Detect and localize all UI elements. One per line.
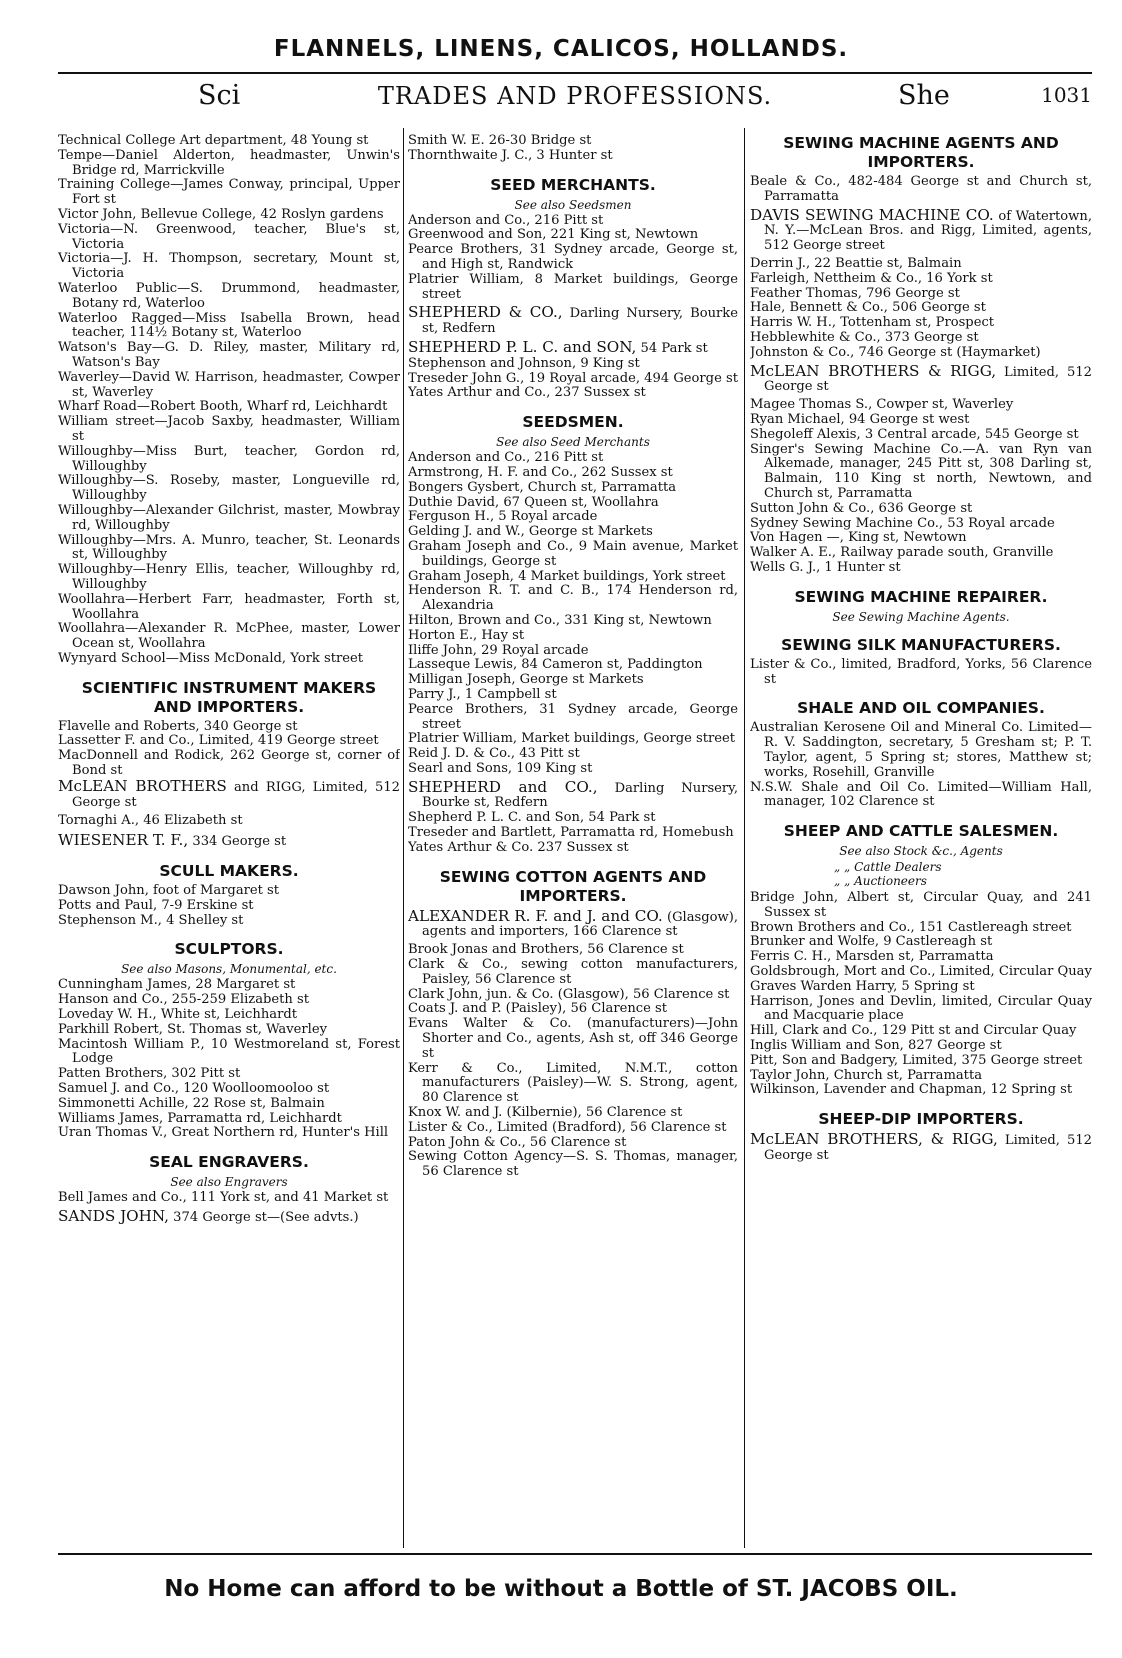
listing-entry: Victor John, Bellevue College, 42 Roslyn gardens xyxy=(58,206,384,222)
listing-entry: Wharf Road—Robert Booth, Wharf rd, Leichhardt xyxy=(58,399,388,415)
listing-entry xyxy=(408,777,738,812)
listing-entry: Hill, Clark and Co., 129 Pitt st and Circular Quay xyxy=(750,1023,1077,1039)
listing-name-caps: McLEAN BROTHERS, & RIGG, xyxy=(750,1130,998,1149)
listing-name-caps: DAVIS SEWING MACHINE CO. xyxy=(750,205,994,224)
listing-entry: Anderson and Co., 216 Pitt st xyxy=(408,450,604,466)
listing-entry: Harris W. H., Tottenham st, Prospect xyxy=(750,315,995,331)
listing-entry: Cunningham James, 28 Margaret st xyxy=(58,977,296,993)
listing-entry: Simmonetti Achille, 22 Rose st, Balmain xyxy=(58,1095,325,1111)
listing-entry: Wilkinson, Lavender and Chapman, 12 Spring st xyxy=(750,1082,1073,1098)
listing-entry: Horton E., Hay st xyxy=(408,627,525,643)
listing-entry: Treseder and Bartlett, Parramatta rd, Homebush xyxy=(408,825,734,841)
listing-detail: 54 Park st xyxy=(636,340,708,356)
listing-entry xyxy=(58,833,400,850)
listing-entry: Australian Kerosene Oil and Mineral Co. Limited—R. V. Saddington, secretary, 5 Gresham st; P. T. Taylor, agent, 5 Spring st; stores, Matthew st; works, Rosehill, Granville xyxy=(750,720,1092,780)
listing-entry: Brown Brothers and Co., 151 Castlereagh street xyxy=(750,919,1072,935)
cross-reference: See Sewing Machine Agents. xyxy=(832,609,1010,624)
top-rule xyxy=(58,72,1092,74)
listing-entry: Lassetter F. and Co., Limited, 419 George street xyxy=(58,733,379,749)
section-heading-sculptors: SCULPTORS. xyxy=(174,940,284,959)
listing-entry: Victoria—J. H. Thompson, secretary, Mount st, Victoria xyxy=(58,251,400,282)
listing-name-caps: McLEAN BROTHERS & RIGG, xyxy=(750,361,997,380)
listing-detail: Darling Nursery, Bourke st, Redfern xyxy=(422,306,738,337)
cross-reference: See also Stock &c., Agents xyxy=(839,844,1003,859)
listing-entry: Sydney Sewing Machine Co., 53 Royal arcade xyxy=(750,515,1055,531)
listing-entry: Willoughby—Mrs. A. Munro, teacher, St. Leonards st, Willoughby xyxy=(58,532,400,563)
listing-entry: Bell James and Co., 111 York st, and 41 Market st xyxy=(58,1190,389,1206)
seedsmen-list xyxy=(408,451,738,777)
sculptors-list xyxy=(58,978,400,1141)
listing-entry: Inglis William and Son, 827 George st xyxy=(750,1038,1002,1054)
listing-detail: Darling Nursery, Bourke st, Redfern xyxy=(422,780,738,811)
listing-entry: Yates Arthur & Co. 237 Sussex st xyxy=(408,839,629,855)
listing-entry: Gelding J. and W., George st Markets xyxy=(408,524,653,540)
listing-detail: and RIGG, Limited, 512 George st xyxy=(72,779,400,810)
listing-detail: 334 George st xyxy=(188,834,287,850)
listing-entry: Feather Thomas, 796 George st xyxy=(750,285,960,301)
listing-entry: William street—Jacob Saxby, headmaster, William st xyxy=(58,414,400,444)
sewing-cotton-list xyxy=(408,943,738,1180)
header-right-guide: She xyxy=(898,80,950,111)
listing-entry: Singer's Sewing Machine Co.—A. van Ryn van Alkemade, manager, 245 Pitt st, 308 Darling st, Balmain, 110 King st north, Newtown, and Church st, Parramatta xyxy=(750,441,1092,501)
listing-entry: Macintosh William P., 10 Westmoreland st, Forest Lodge xyxy=(58,1036,400,1067)
listing-entry: Sutton John & Co., 636 George st xyxy=(750,500,973,516)
cross-reference: „ „ Cattle Dealers xyxy=(834,860,942,875)
listing-entry: Wynyard School—Miss McDonald, York street xyxy=(58,650,363,666)
listing-detail: Limited, 512 George st xyxy=(764,1133,1092,1164)
listing-entry: Sewing Cotton Agency—S. S. Thomas, manager, 56 Clarence st xyxy=(408,1149,738,1180)
listing-name-caps: WIESENER T. F., xyxy=(58,831,189,850)
listing-entry: Ferris C. H., Marsden st, Parramatta xyxy=(750,949,994,965)
listing-entry: Samuel J. and Co., 120 Woolloomooloo st xyxy=(58,1081,330,1097)
cross-reference: See also Masons, Monumental, etc. xyxy=(121,962,337,977)
seedsmen-list-continued xyxy=(408,811,738,855)
listing-entry: Shegoleff Alexis, 3 Central arcade, 545 George st xyxy=(750,426,1079,442)
listing-entry: Platrier William, Market buildings, George street xyxy=(408,731,736,747)
listing-entry: Lister & Co., Limited (Bradford), 56 Clarence st xyxy=(408,1119,727,1135)
section-heading-seal-engravers: SEAL ENGRAVERS. xyxy=(149,1153,309,1172)
listing-entry: Clark & Co., sewing cotton manufacturers, Paisley, 56 Clarence st xyxy=(408,957,738,987)
listing-entry: Yates Arthur and Co., 237 Sussex st xyxy=(408,385,646,401)
cross-reference: See also Seedsmen xyxy=(514,197,632,212)
shale-oil-list xyxy=(750,721,1092,810)
listing-entry: Platrier William, 8 Market buildings, George street xyxy=(408,271,738,302)
listing-entry xyxy=(58,776,400,811)
listing-entry: Coats J. and P. (Paisley), 56 Clarence st xyxy=(408,1001,667,1017)
listing-detail: of Watertown, N. Y.—McLean Bros. and Rigg, Limited, agents, 512 George street xyxy=(764,208,1092,254)
listing-entry: Tornaghi A., 46 Elizabeth st xyxy=(58,813,243,829)
listing-entry xyxy=(750,1132,1092,1164)
listing-detail: 374 George st—(See advts.) xyxy=(169,1210,359,1226)
listing-entry: Thornthwaite J. C., 3 Hunter st xyxy=(408,147,613,163)
listing-entry: Magee Thomas S., Cowper st, Waverley xyxy=(750,397,1014,413)
listing-entry: Parry J., 1 Campbell st xyxy=(408,686,557,702)
scientific-instruments-list xyxy=(58,720,400,779)
sheep-cattle-list xyxy=(750,891,1092,1098)
listing-entry: Ryan Michael, 94 George st west xyxy=(750,411,970,427)
sewing-silk-list xyxy=(750,658,1092,688)
listing-entry: Technical College Art department, 48 Young st xyxy=(58,134,369,148)
listing-entry: Evans Walter & Co. (manufacturers)—John Shorter and Co., agents, Ash st, off 346 George st xyxy=(408,1016,738,1061)
listing-entry: Williams James, Parramatta rd, Leichhardt xyxy=(58,1110,342,1126)
listing-entry: Farleigh, Nettheim & Co., 16 York st xyxy=(750,270,993,286)
listing-entry: Clark John, jun. & Co. (Glasgow), 56 Clarence st xyxy=(408,986,730,1002)
bottom-rule xyxy=(58,1553,1092,1555)
footer-advert: No Home can afford to be without a Bottle of ST. JACOBS OIL. xyxy=(164,1576,958,1602)
cross-reference: „ „ Auctioneers xyxy=(834,874,927,889)
listing-entry: Loveday W. H., White st, Leichhardt xyxy=(58,1007,297,1023)
listing-entry: Paton John & Co., 56 Clarence st xyxy=(408,1134,627,1150)
listing-entry: Willoughby—S. Roseby, master, Longueville rd, Willoughby xyxy=(58,473,400,504)
listing-entry: Harrison, Jones and Devlin, limited, Circular Quay and Macquarie place xyxy=(750,993,1092,1024)
listing-detail: (Glasgow), agents and importers, 166 Clarence st xyxy=(422,909,738,940)
listing-entry: Knox W. and J. (Kilbernie), 56 Clarence st xyxy=(408,1105,683,1121)
listing-name-caps: ALEXANDER R. F. and J. and CO. xyxy=(408,906,663,925)
listing-entry: Training College—James Conway, principal, Upper Fort st xyxy=(58,177,400,208)
scull-makers-list xyxy=(58,884,400,928)
listing-entry: Hale, Bennett & Co., 506 George st xyxy=(750,300,986,316)
listing-entry: Bridge John, Albert st, Circular Quay, and 241 Sussex st xyxy=(750,890,1092,920)
seed-merchants-list xyxy=(408,214,738,303)
listing-entry: Milligan Joseph, George st Markets xyxy=(408,672,644,688)
header-title: TRADES AND PROFESSIONS. xyxy=(377,82,773,110)
listing-entry: Reid J. D. & Co., 43 Pitt st xyxy=(408,746,580,762)
listing-entry: Patten Brothers, 302 Pitt st xyxy=(58,1066,241,1082)
column-3 xyxy=(750,134,1092,1544)
listing-entry: Flavelle and Roberts, 340 George st xyxy=(58,718,298,734)
section-heading-scull-makers: SCULL MAKERS. xyxy=(159,862,299,881)
section-heading-sheep-cattle: SHEEP AND CATTLE SALESMEN. xyxy=(783,822,1059,841)
section-heading-sewing-silk: SEWING SILK MANUFACTURERS. xyxy=(781,635,1061,654)
listing-entry: Walker A. E., Railway parade south, Granville xyxy=(750,545,1054,561)
listing-entry: Tempe—Daniel Alderton, headmaster, Unwin's Bridge rd, Marrickville xyxy=(58,147,400,178)
seed-merchants-list-continued xyxy=(408,357,738,401)
listing-entry: Uran Thomas V., Great Northern rd, Hunter's Hill xyxy=(58,1125,389,1141)
section-heading-sewing-machine-agents: SEWING MACHINE AGENTS AND IMPORTERS. xyxy=(783,134,1059,171)
listing-entry: Waterloo Ragged—Miss Isabella Brown, head teacher, 114½ Botany st, Waterloo xyxy=(58,310,400,341)
listing-entry xyxy=(408,337,738,357)
listing-entry: Brook Jonas and Brothers, 56 Clarence st xyxy=(408,942,684,958)
sewing-machine-agents-list xyxy=(750,257,1092,361)
listing-entry: Hebblewhite & Co., 373 George st xyxy=(750,329,979,345)
listing-entry: Bongers Gysbert, Church st, Parramatta xyxy=(408,479,677,495)
page-banner: FLANNELS, LINENS, CALICOS, HOLLANDS. xyxy=(273,36,849,62)
section-heading-scientific-instruments: SCIENTIFIC INSTRUMENT MAKERS AND IMPORTERS. xyxy=(81,678,377,716)
listing-entry: Brunker and Wolfe, 9 Castlereagh st xyxy=(750,934,993,950)
continued-list xyxy=(408,134,738,164)
listing-entry: Iliffe John, 29 Royal arcade xyxy=(408,642,589,658)
listing-entry: Stephenson and Johnson, 9 King st xyxy=(408,355,640,371)
listing-entry: Hanson and Co., 255-259 Elizabeth st xyxy=(58,992,309,1008)
listing-entry: Derrin J., 22 Beattie st, Balmain xyxy=(750,255,962,271)
listing-entry: Hilton, Brown and Co., 331 King st, Newtown xyxy=(408,612,712,628)
listing-entry: Johnston & Co., 746 George st (Haymarket) xyxy=(750,344,1041,360)
listing-entry: Pitt, Son and Badgery, Limited, 375 George street xyxy=(750,1052,1083,1068)
listing-entry: Willoughby—Henry Ellis, teacher, Willoughby rd, Willoughby xyxy=(58,562,400,592)
listing-entry: Woollahra—Alexander R. McPhee, master, Lower Ocean st, Woollahra xyxy=(58,621,400,652)
listing-entry: Kerr & Co., Limited, N.M.T., cotton manufacturers (Paisley)—W. S. Strong, agent, 80 Clarence st xyxy=(408,1060,738,1106)
listing-entry: Searl and Sons, 109 King st xyxy=(408,760,593,776)
listing-entry: Shepherd P. L. C. and Son, 54 Park st xyxy=(408,810,656,826)
listing-entry: Waverley—David W. Harrison, headmaster, Cowper st, Waverley xyxy=(58,369,400,400)
listing-entry: Graham Joseph, 4 Market buildings, York street xyxy=(408,568,726,584)
listing-entry: Lister & Co., limited, Bradford, Yorks, 56 Clarence st xyxy=(750,656,1092,687)
section-heading-sheep-dip: SHEEP-DIP IMPORTERS. xyxy=(818,1110,1024,1129)
listing-entry: Graves Warden Harry, 5 Spring st xyxy=(750,978,975,994)
listing-name-caps: SANDS JOHN, xyxy=(58,1207,169,1226)
header-left-guide: Sci xyxy=(198,80,241,111)
listing-entry: Goldsbrough, Mort and Co., Limited, Circular Quay xyxy=(750,964,1092,980)
listing-entry: N.S.W. Shale and Oil Co. Limited—William Hall, manager, 102 Clarence st xyxy=(750,779,1092,810)
sewing-machine-agents-list-continued xyxy=(750,398,1092,576)
listing-entry xyxy=(750,361,1092,396)
column-2 xyxy=(408,134,738,1544)
section-heading-seedsmen: SEEDSMEN. xyxy=(522,413,624,432)
listing-entry: Stephenson M., 4 Shelley st xyxy=(58,912,244,928)
listing-entry: Pearce Brothers, 31 Sydney arcade, George street xyxy=(408,701,738,732)
section-heading-sewing-cotton: SEWING COTTON AGENTS AND IMPORTERS. xyxy=(439,867,707,905)
running-header xyxy=(58,80,1092,114)
column-1 xyxy=(58,134,400,1544)
cross-reference: See also Engravers xyxy=(170,1175,288,1190)
listing-name-caps: McLEAN BROTHERS xyxy=(58,776,227,795)
listing-entry: Willoughby—Alexander Gilchrist, master, Mowbray rd, Willoughby xyxy=(58,502,400,533)
listing-entry: Armstrong, H. F. and Co., 262 Sussex st xyxy=(408,464,673,480)
listing-entry: Dawson John, foot of Margaret st xyxy=(58,883,280,899)
listing-entry: Willoughby—Miss Burt, teacher, Gordon rd, Willoughby xyxy=(58,443,400,474)
listing-entry: Henderson R. T. and C. B., 174 Henderson rd, Alexandria xyxy=(408,583,738,614)
listing-entry: MacDonnell and Rodick, 262 George st, corner of Bond st xyxy=(58,748,400,779)
listing-entry: Graham Joseph and Co., 9 Main avenue, Market buildings, George st xyxy=(408,538,738,569)
section-heading-shale-oil: SHALE AND OIL COMPANIES. xyxy=(797,699,1045,718)
cross-reference: See also Seed Merchants xyxy=(496,435,650,450)
listing-entry xyxy=(408,305,738,337)
listing-entry: Smith W. E. 26-30 Bridge st xyxy=(408,134,592,148)
listing-entry: Pearce Brothers, 31 Sydney arcade, George st, and High st, Randwick xyxy=(408,242,738,272)
listing-name-caps: SHEPHERD and CO., xyxy=(408,777,598,796)
schools-list xyxy=(58,134,400,667)
column-divider-2 xyxy=(744,128,745,1548)
listing-entry: Potts and Paul, 7-9 Erskine st xyxy=(58,897,254,913)
listing-entry: Anderson and Co., 216 Pitt st xyxy=(408,212,604,228)
listing-entry: Parkhill Robert, St. Thomas st, Waverley xyxy=(58,1021,327,1037)
listing-entry xyxy=(408,906,738,941)
listing-entry: Beale & Co., 482-484 George st and Church st, Parramatta xyxy=(750,174,1092,204)
listing-entry: Watson's Bay—G. D. Riley, master, Military rd, Watson's Bay xyxy=(58,340,400,370)
listing-name-caps: SHEPHERD & CO., xyxy=(408,303,563,322)
listing-entry: Treseder John G., 19 Royal arcade, 494 George st xyxy=(408,370,738,386)
listing-entry: Greenwood and Son, 221 King st, Newtown xyxy=(408,227,699,243)
listing-entry: Ferguson H., 5 Royal arcade xyxy=(408,509,598,525)
listing-entry: Waterloo Public—S. Drummond, headmaster, Botany rd, Waterloo xyxy=(58,280,400,311)
listing-entry xyxy=(58,1209,400,1226)
listing-name-caps: SHEPHERD P. L. C. and SON, xyxy=(408,337,637,356)
listing-entry: Duthie David, 67 Queen st, Woollahra xyxy=(408,494,659,510)
column-divider-1 xyxy=(403,128,404,1548)
listing-entry xyxy=(750,205,1092,254)
page-number: 1031 xyxy=(1041,83,1092,107)
listing-entry: Lasseque Lewis, 84 Cameron st, Paddington xyxy=(408,657,703,673)
listing-detail: Limited, 512 George st xyxy=(764,364,1092,395)
listing-entry: Taylor John, Church st, Parramatta xyxy=(750,1067,983,1083)
listing-entry: Victoria—N. Greenwood, teacher, Blue's st, Victoria xyxy=(58,221,400,252)
listing-entry: Wells G. J., 1 Hunter st xyxy=(750,559,901,575)
listing-entry: Von Hagen —, King st, Newtown xyxy=(750,530,967,546)
section-heading-sewing-machine-repairer: SEWING MACHINE REPAIRER. xyxy=(794,587,1048,606)
section-heading-seed-merchants: SEED MERCHANTS. xyxy=(490,175,656,194)
listing-entry: Woollahra—Herbert Farr, headmaster, Forth st, Woollahra xyxy=(58,591,400,622)
